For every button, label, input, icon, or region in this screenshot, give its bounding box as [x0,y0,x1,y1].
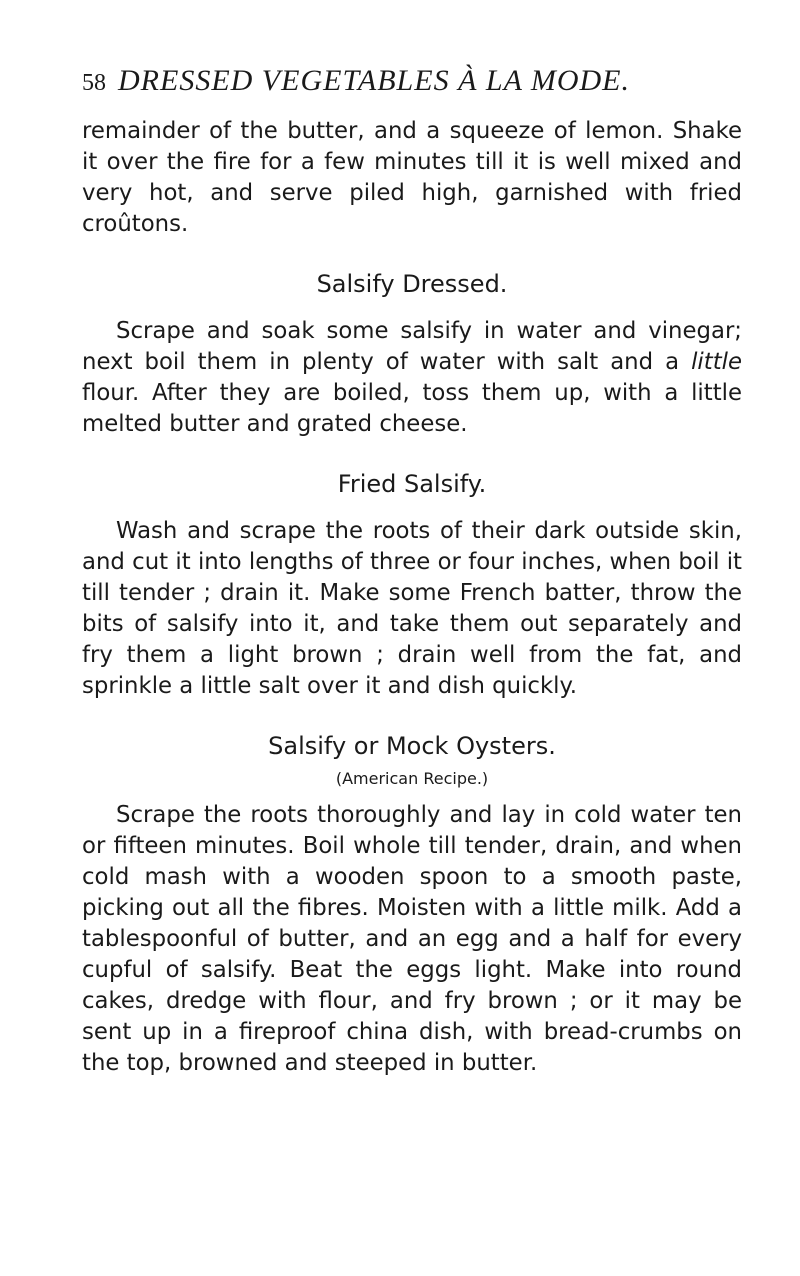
recipe-paragraph: Scrape the roots thoroughly and lay in cold water ten or fifteen minutes. Boil whole till tender, drain, and when cold mash with a wooden spoon to a smooth paste, picking out all the fibres. Moisten with a little milk. Add a tablespoonful of butter, and an egg and a half for every cupful of salsify. Beat the eggs light. Make into round cakes, dredge with flour, and fry brown ; or it may be sent up in a fireproof china dish, with bread-crumbs on the top, browned and steeped in butter. [82,802,742,1076]
recipe-paragraph [82,316,742,440]
recipe-fried-salsify [82,468,742,702]
running-head [82,62,742,100]
recipe-mock-oysters [82,730,742,1079]
recipe-subtitle: (American Recipe.) [335,769,489,788]
recipe-paragraph: Wash and scrape the roots of their dark outside skin, and cut it into lengths of three or four inches, when boil it till tender ; drain it. Make some French batter, throw the bits of salsify into it, and take them out separately and fry them a light brown ; drain well from the fat, and sprinkle a little salt over it and dish quickly. [82,518,742,699]
book-page [82,62,742,1079]
running-title: DRESSED VEGETABLES À LA MODE. [118,64,631,97]
recipe-title: Salsify Dressed. [316,270,508,298]
recipe-title: Fried Salsify. [337,470,487,498]
continuation-paragraph: remainder of the butter, and a squeeze of lemon. Shake it over the fire for a few minutes till it is well mixed and very hot, and serve piled high, garnished with fried croûtons. [82,118,742,237]
recipe-text-part: Scrape and soak some salsify in water and vinegar; next boil them in plenty of water with salt and a [82,318,742,375]
page-number: 58 [82,70,106,96]
recipe-text-part: flour. After they are boiled, toss them up, with a little melted butter and grated cheese. [82,380,742,437]
recipe-salsify-dressed [82,268,742,440]
recipe-title: Salsify or Mock Oysters. [268,732,556,760]
recipe-emphasis: little [691,349,742,375]
